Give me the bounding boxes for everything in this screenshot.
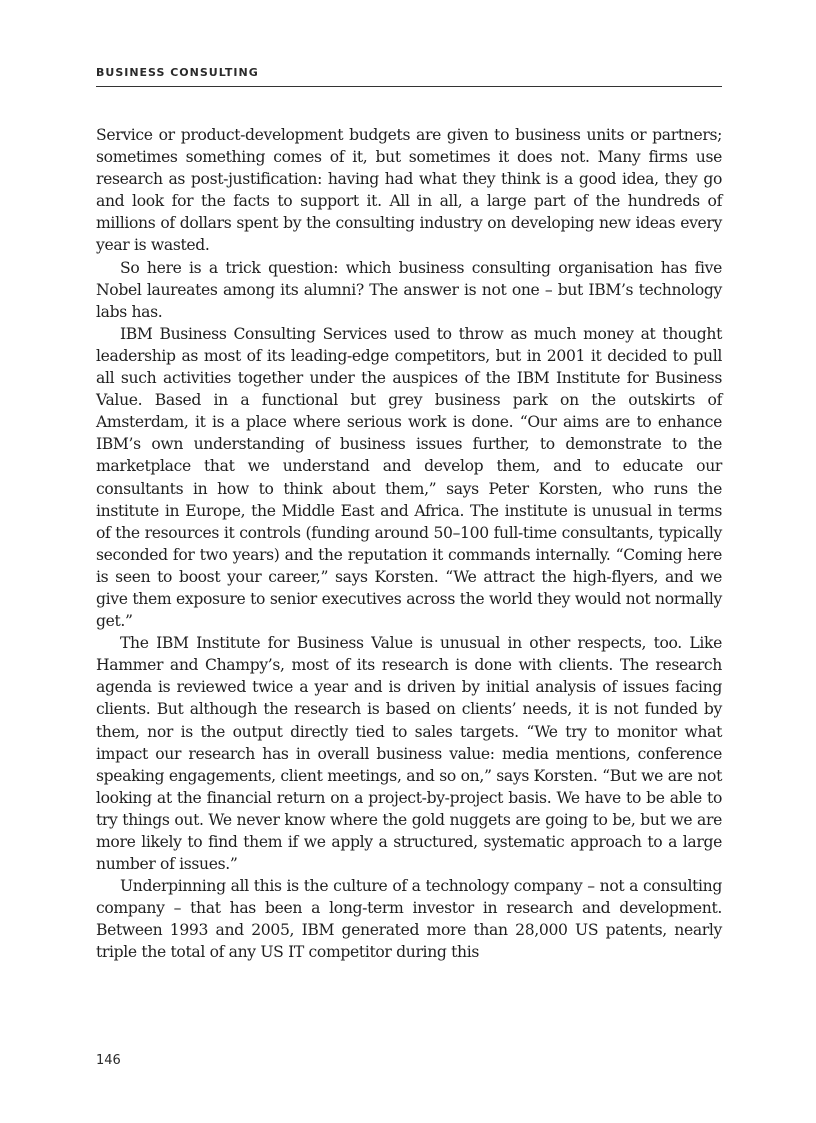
page-number: 146: [96, 1053, 121, 1068]
paragraph: Underpinning all this is the culture of a technology company – not a consulting company – that has been a long-term investor in research and development. Between 1993 and 2005, IBM generated more than 28,000 US patents, nearly triple the total of any US IT competitor during this: [96, 877, 722, 962]
paragraph: Service or product-development budgets are given to business units or partners; sometimes something comes of it, but sometimes it does not. Many firms use research as post-justification: having had what they think is a good idea, they go and look for the facts to support it. All in all, a large part of the hundreds of millions of dollars spent by the consulting industry on developing new ideas every year is wasted.: [96, 126, 722, 255]
running-head: BUSINESS CONSULTING: [96, 66, 259, 79]
header-rule: [96, 86, 722, 87]
body-text: [96, 124, 722, 964]
paragraph: IBM Business Consulting Services used to throw as much money at thought leadership as most of its leading-edge competitors, but in 2001 it decided to pull all such activities together under the auspices of the IBM Institute for Business Value. Based in a functional but grey business park on the outskirts of Amsterdam, it is a place where serious work is done. “Our aims are to enhance IBM’s own understanding of business issues further, to demonstrate to the marketplace that we understand and develop them, and to educate our consultants in how to think about them,” says Peter Korsten, who runs the institute in Europe, the Middle East and Africa. The institute is unusual in terms of the resources it controls (funding around 50–100 full-time consultants, typically seconded for two years) and the reputation it commands internally. “Coming here is seen to boost your career,” says Korsten. “We attract the high-flyers, and we give them exposure to senior executives across the world they would not normally get.”: [96, 324, 722, 631]
paragraph: So here is a trick question: which business consulting organisation has five Nobel laureates among its alumni? The answer is not one – but IBM’s technology labs has.: [96, 258, 722, 321]
paragraph: The IBM Institute for Business Value is unusual in other respects, too. Like Hammer and Champy’s, most of its research is done with clients. The research agenda is reviewed twice a year and is driven by initial analysis of issues facing clients. But although the research is based on clients’ needs, it is not funded by them, nor is the output directly tied to sales targets. “We try to monitor what impact our research has in overall business value: media mentions, conference speaking engagements, client meetings, and so on,” says Korsten. “But we are not looking at the financial return on a project-by-project basis. We have to be able to try things out. We never know where the gold nuggets are going to be, but we are more likely to find them if we apply a structured, systematic approach to a large number of issues.”: [96, 634, 722, 874]
